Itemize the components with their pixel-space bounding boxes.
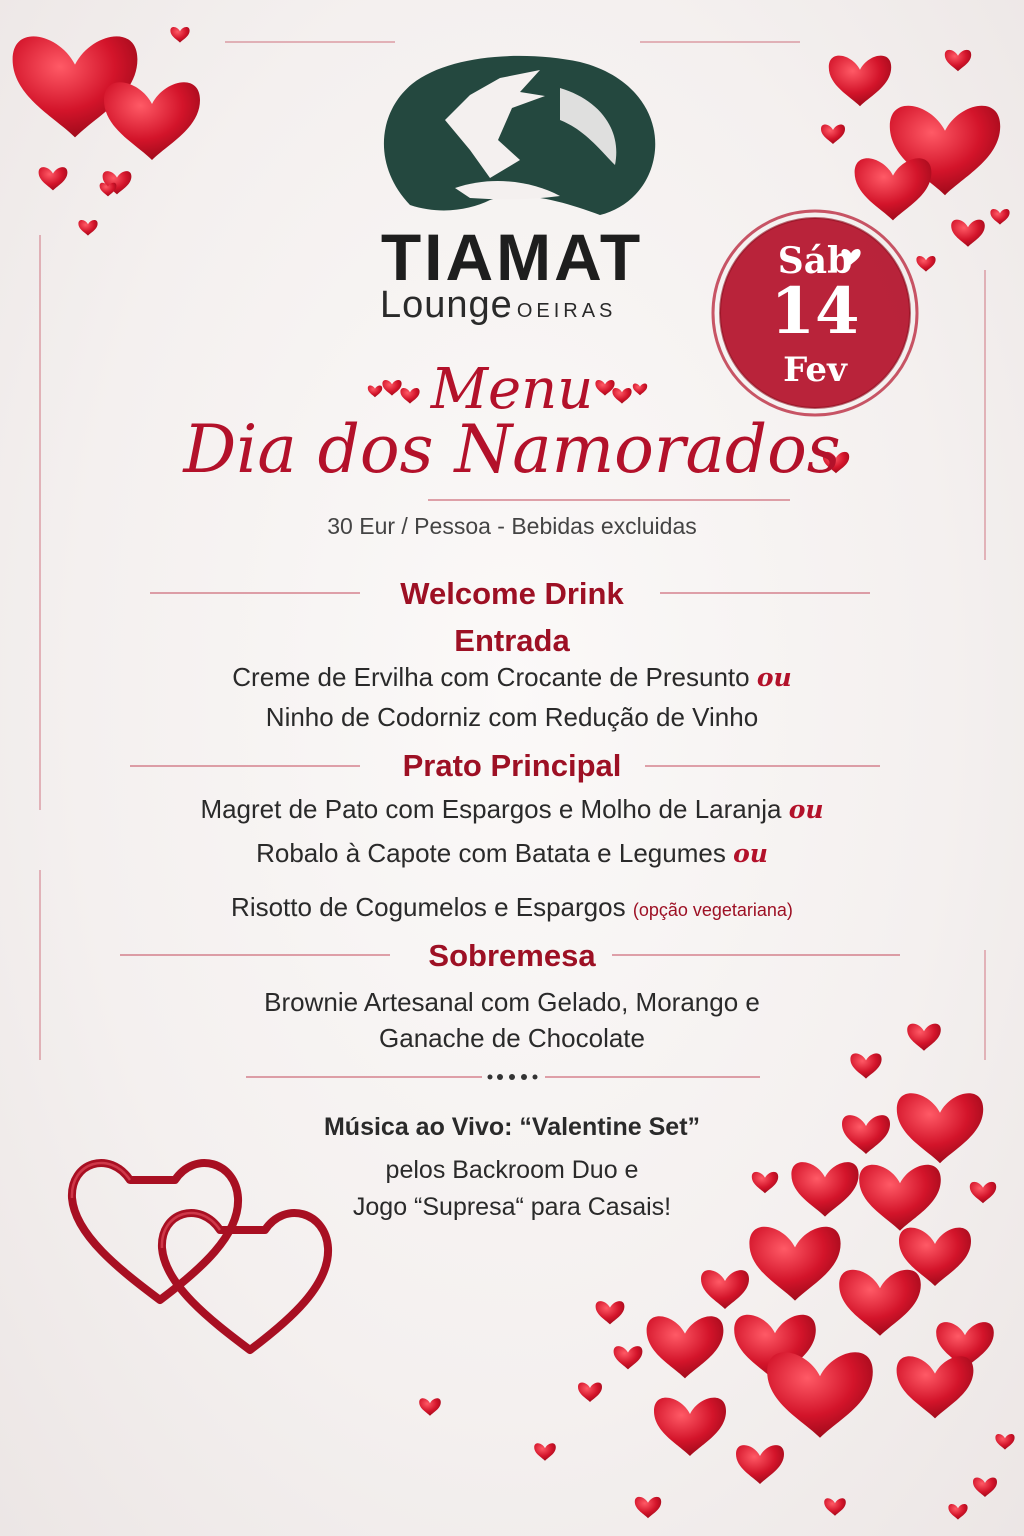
badge-day: Sáb — [777, 240, 853, 282]
menu-item — [0, 661, 1024, 694]
dragon-logo-icon — [384, 56, 655, 215]
or-word: ou — [756, 663, 792, 692]
price-line: 30 Eur / Pessoa - Bebidas excluidas — [327, 513, 697, 539]
badge-date: 14 — [770, 274, 860, 349]
title-menu: Menu — [430, 357, 594, 422]
menu-item-text: Robalo à Capote com Batata e Legumes — [256, 838, 726, 868]
or-word: ou — [733, 839, 768, 868]
menu-item — [0, 793, 1024, 826]
music-headline-text: Música ao Vivo: “Valentine Set” — [323, 1113, 701, 1141]
menu-item — [0, 891, 1024, 926]
title-dia-dos-namorados: Dia dos Namorados — [183, 411, 841, 488]
or-word: ou — [788, 795, 824, 824]
badge-month: Fev — [783, 350, 847, 390]
menu-item — [0, 837, 1024, 870]
brand-lounge: Lounge — [380, 284, 513, 326]
brand-location: OEIRAS — [516, 300, 617, 322]
section-sobremesa: Sobremesa — [428, 938, 596, 973]
menu-item: Ganache de Chocolate — [379, 1023, 645, 1053]
section-prato-principal: Prato Principal — [402, 748, 622, 783]
menu-item-text: Creme de Ervilha com Crocante de Presunto — [232, 662, 750, 692]
menu-item-text: Magret de Pato com Espargos e Molho de Laranja — [200, 794, 782, 824]
section-entrada: Entrada — [454, 623, 570, 658]
music-line: pelos Backroom Duo e — [385, 1156, 639, 1184]
vegetarian-note: (opção vegetariana) — [632, 900, 793, 920]
menu-item-text: Risotto de Cogumelos e Espargos — [231, 892, 626, 922]
menu-item: Ninho de Codorniz com Redução de Vinho — [265, 702, 759, 732]
music-line: Jogo “Supresa“ para Casais! — [352, 1193, 672, 1221]
music-headline — [0, 1110, 1024, 1144]
section-welcome-drink: Welcome Drink — [400, 576, 624, 611]
brand-name: TIAMAT — [380, 220, 644, 294]
brand-sub — [380, 284, 616, 327]
menu-item: Brownie Artesanal com Gelado, Morango e — [264, 987, 760, 1017]
